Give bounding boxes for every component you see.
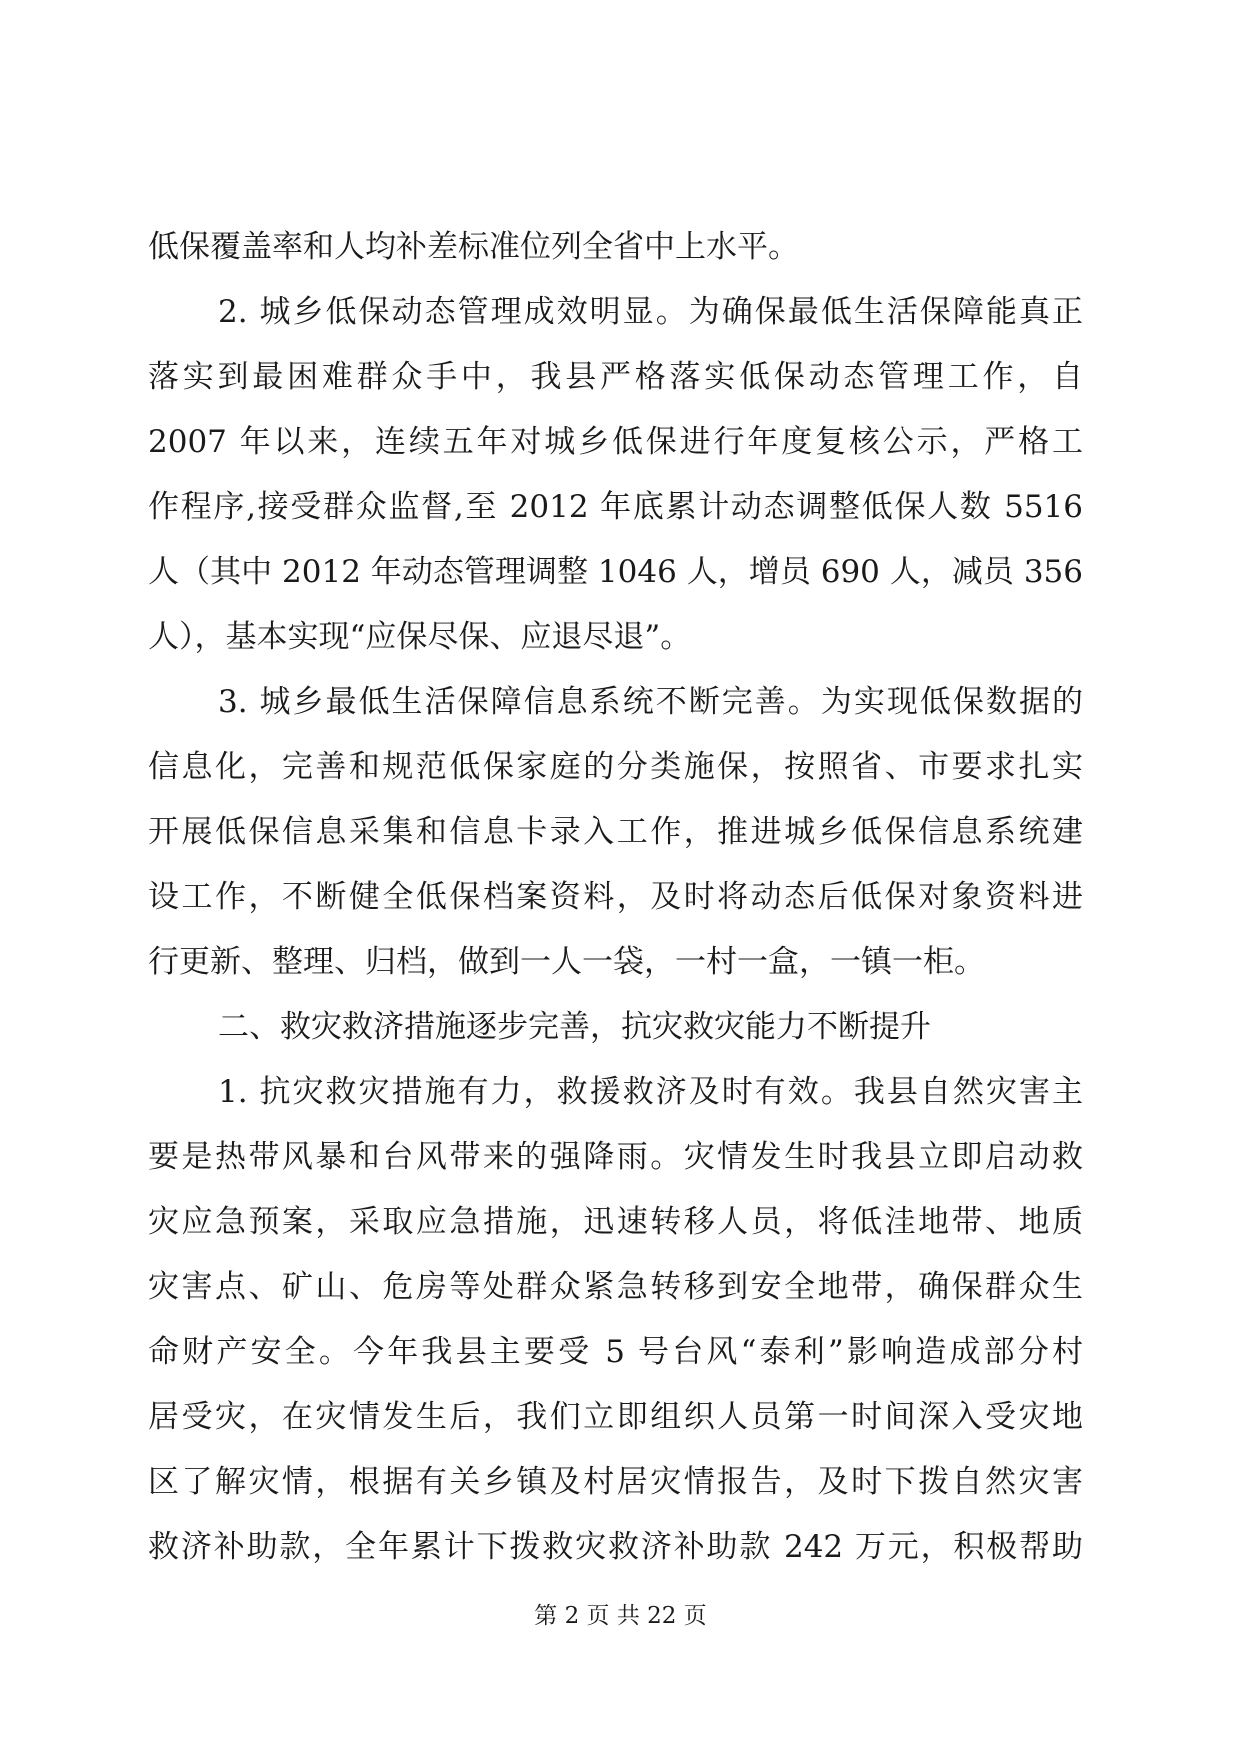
page-number-footer: 第 2 页 共 22 页 [534,1603,707,1629]
text-line: 低保覆盖率和人均补差标准位列全省中上水平。 [148,229,799,265]
text-line: 居受灾，在灾情发生后，我们立即组织人员第一时间深入受灾地 [148,1399,1083,1435]
text-line: 行更新、整理、归档，做到一人一袋，一村一盒，一镇一柜。 [148,944,985,980]
text-line: 2007 年以来，连续五年对城乡低保进行年度复核公示，严格工 [148,424,1083,460]
text-line: 作程序,接受群众监督,至 2012 年底累计动态调整低保人数 5516 [148,489,1083,525]
text-line: 2. 城乡低保动态管理成效明显。为确保最低生活保障能真正 [218,294,1083,330]
text-line: 人（其中 2012 年动态管理调整 1046 人，增员 690 人，减员 356 [148,554,1083,590]
text-line: 区了解灾情，根据有关乡镇及村居灾情报告，及时下拨自然灾害 [148,1464,1083,1500]
text-line: 人），基本实现“应保尽保、应退尽退”。 [148,619,692,655]
document-body [148,222,1083,1587]
section-heading: 二、救灾救济措施逐步完善，抗灾救灾能力不断提升 [218,1009,931,1045]
text-line: 开展低保信息采集和信息卡录入工作，推进城乡低保信息系统建 [148,814,1083,850]
text-line: 信息化，完善和规范低保家庭的分类施保，按照省、市要求扎实 [148,749,1083,785]
text-line: 设工作，不断健全低保档案资料，及时将动态后低保对象资料进 [148,879,1083,915]
text-line: 救济补助款，全年累计下拨救灾救济补助款 242 万元，积极帮助 [148,1529,1083,1565]
text-line: 落实到最困难群众手中，我县严格落实低保动态管理工作，自 [148,359,1083,395]
text-line: 3. 城乡最低生活保障信息系统不断完善。为实现低保数据的 [218,684,1083,720]
text-line: 灾害点、矿山、危房等处群众紧急转移到安全地带，确保群众生 [148,1269,1083,1305]
text-line: 命财产安全。今年我县主要受 5 号台风“泰利”影响造成部分村 [148,1334,1083,1370]
text-line: 1. 抗灾救灾措施有力，救援救济及时有效。我县自然灾害主 [218,1074,1083,1110]
text-line: 要是热带风暴和台风带来的强降雨。灾情发生时我县立即启动救 [148,1139,1083,1175]
text-line: 灾应急预案，采取应急措施，迅速转移人员，将低洼地带、地质 [148,1204,1083,1240]
